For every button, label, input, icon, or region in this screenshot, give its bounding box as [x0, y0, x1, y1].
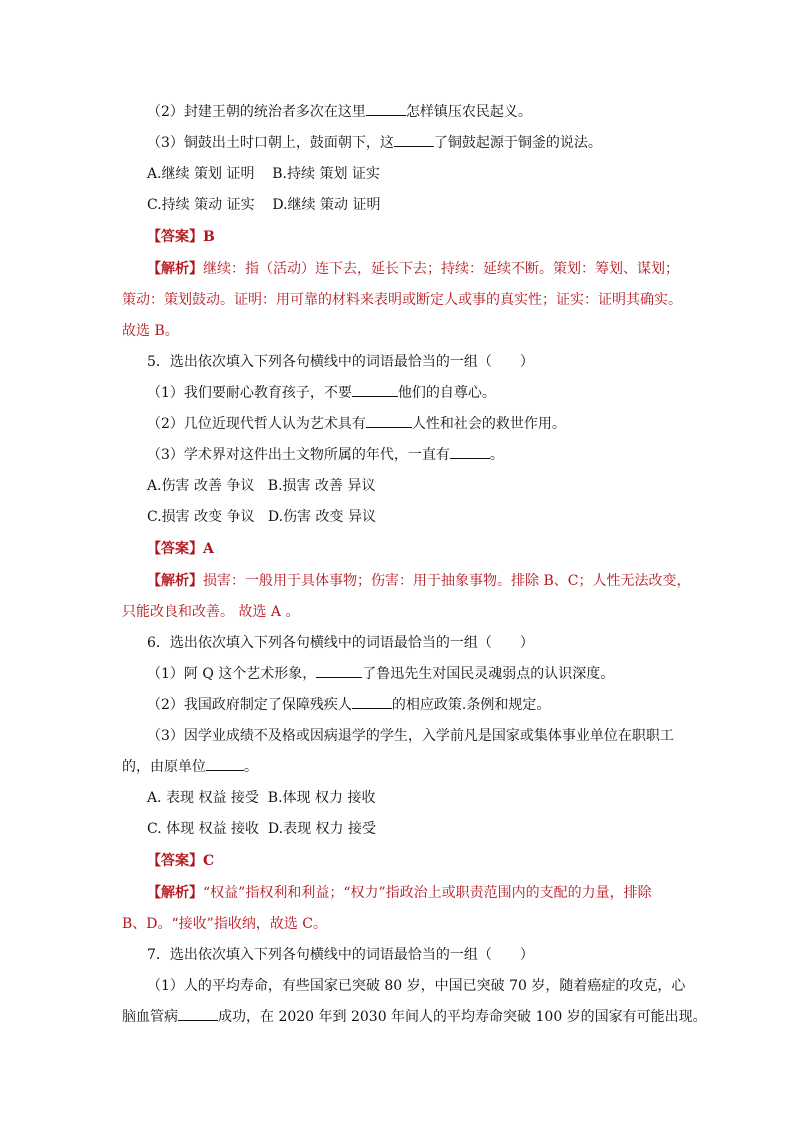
q5-analysis-line-2: 只能改良和改善。 故选 A 。 — [122, 604, 300, 620]
q7-stem: 7．选出依次填入下列各句横线中的词语最恰当的一组（ ） — [147, 947, 534, 963]
answer-blank — [206, 758, 244, 771]
answer-blank — [352, 696, 392, 709]
answer-blank — [366, 415, 412, 428]
q6-stem: 6．选出依次填入下列各句横线中的词语最恰当的一组（ ） — [147, 635, 534, 651]
q5-answer: 【答案】A — [147, 541, 214, 557]
q5-analysis-line-1: 【解析】损害：一般用于具体事物；伤害：用于抽象事物。排除 B、C；人性无法改变， — [147, 573, 691, 589]
answer-blank — [178, 1008, 218, 1021]
q6-analysis-line-2: B、D。“接收”指收纳，故选 C。 — [122, 916, 327, 932]
q6-options-ab: A. 表现 权益 接受 B.体现 权力 接收 — [147, 790, 376, 806]
q4-analysis-line-3: 故选 B。 — [122, 323, 179, 339]
answer-blank — [352, 384, 398, 397]
q5-sentence-1: （1）我们要耐心教育孩子，不要 他们的自尊心。 — [147, 385, 496, 401]
q5-sentence-2: （2）几位近现代哲人认为艺术具有 人性和社会的救世作用。 — [147, 416, 566, 432]
answer-blank — [366, 103, 406, 116]
answer-blank — [316, 665, 362, 678]
q4-options-ab: A.继续 策划 证明 B.持续 策划 证实 — [147, 166, 380, 182]
q5-options-ab: A.伤害 改善 争议 B.损害 改善 异议 — [147, 478, 376, 494]
q4-options-cd: C.持续 策动 证实 D.继续 策动 证明 — [147, 197, 381, 213]
q6-sentence-3: （3）因学业成绩不及格或因病退学的学生，入学前凡是国家或集体事业单位在职职工 — [147, 728, 674, 744]
q4-sentence-3: （3）铜鼓出土时口朝上，鼓面朝下，这 了铜鼓起源于铜釜的说法。 — [147, 135, 602, 151]
q6-analysis-line-1: 【解析】“权益”指权利和利益；“权力”指政治上或职责范围内的支配的力量，排除 — [147, 885, 652, 901]
answer-blank — [450, 446, 490, 459]
q5-options-cd: C.损害 改变 争议 D.伤害 改变 异议 — [147, 509, 376, 525]
q6-options-cd: C. 体现 权益 接收 D.表现 权力 接受 — [147, 821, 376, 837]
q5-sentence-3: （3）学术界对这件出土文物所属的年代，一直有 。 — [147, 447, 504, 463]
q5-stem: 5．选出依次填入下列各句横线中的词语最恰当的一组（ ） — [147, 354, 534, 370]
q4-sentence-2: （2）封建王朝的统治者多次在这里 怎样镇压农民起义。 — [147, 104, 532, 120]
q6-sentence-1: （1）阿 Q 这个艺术形象， 了鲁迅先生对国民灵魂弱点的认识深度。 — [147, 666, 615, 682]
q4-answer: 【答案】B — [147, 229, 215, 245]
q4-analysis-line-2: 策动：策划鼓动。证明：用可靠的材料来表明或断定人或事的真实性；证实：证明其确实。 — [122, 292, 682, 308]
q6-sentence-3-cont: 的，由原单位 。 — [122, 759, 258, 775]
q4-analysis-line-1: 【解析】继续：指（活动）连下去，延长下去；持续：延续不断。策划：筹划、谋划； — [147, 261, 679, 277]
q7-sentence-1: （1）人的平均寿命，有些国家已突破 80 岁，中国已突破 70 岁，随着癌症的攻克，心 — [147, 978, 686, 994]
q6-answer: 【答案】C — [147, 853, 215, 869]
q7-sentence-1-cont: 脑血管病 成功，在 2020 年到 2030 年间人的平均寿命突破 100 岁的国家有可能出现。 — [122, 1009, 707, 1025]
q6-sentence-2: （2）我国政府制定了保障残疾人 的相应政策.条例和规定。 — [147, 697, 551, 713]
answer-blank — [394, 134, 434, 147]
